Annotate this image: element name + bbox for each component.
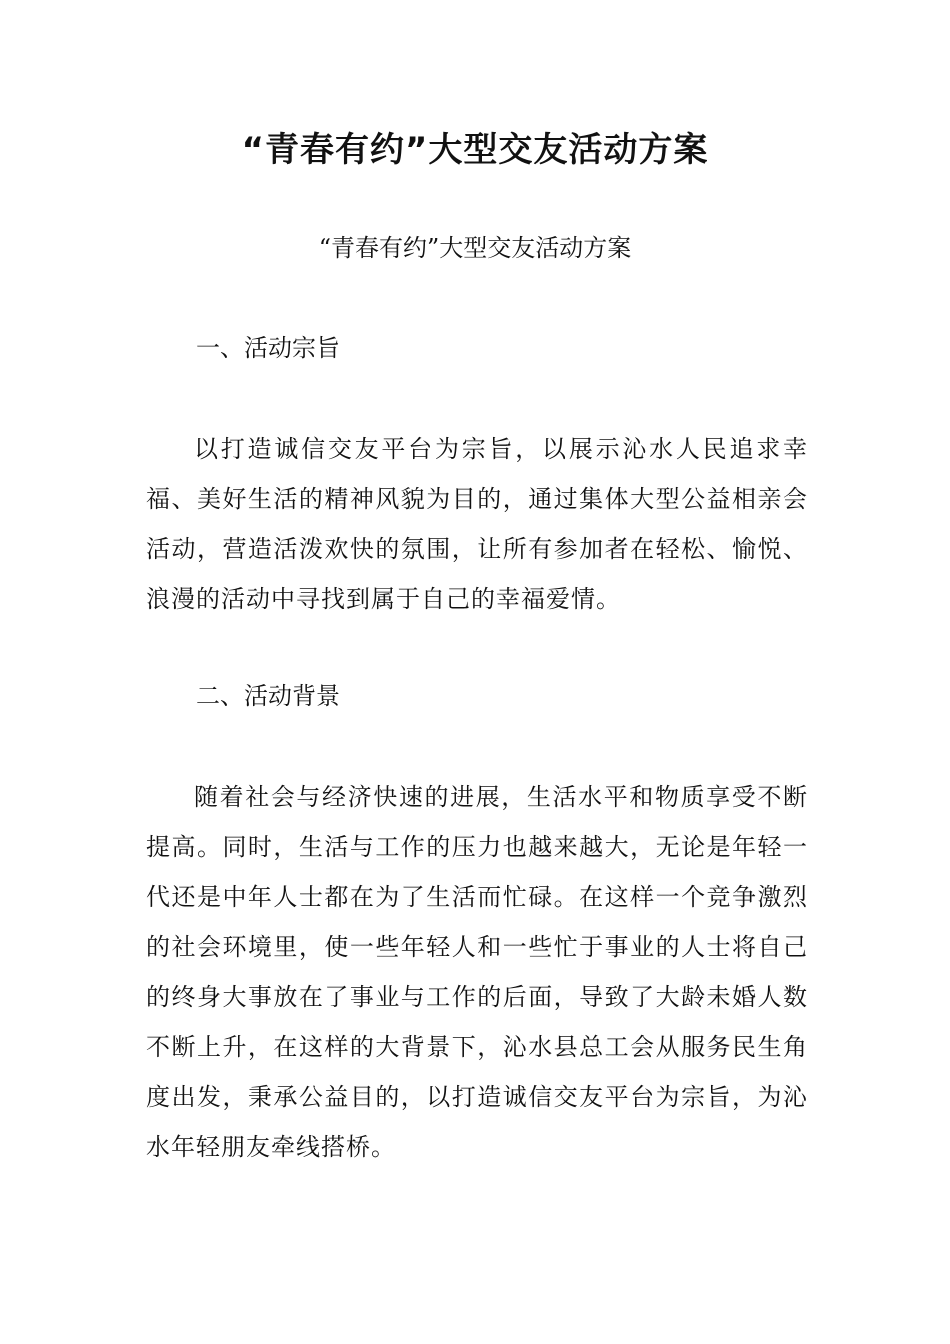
- section-heading-purpose: 一、活动宗旨: [196, 334, 340, 362]
- document-subtitle: “青春有约”大型交友活动方案: [318, 234, 632, 262]
- section-heading-background: 二、活动背景: [196, 682, 340, 710]
- section-body-background: 随着社会与经济快速的进展，生活水平和物质享受不断提高。同时，生活与工作的压力也越来越大，无论是年轻一代还是中年人士都在为了生活而忙碌。在这样一个竞争激烈的社会环境里，使一些年轻人和一些忙于事业的人士将自己的终身大事放在了事业与工作的后面，导致了大龄未婚人数不断上升，在这样的大背景下，沁水县总工会从服务民生角度出发，秉承公益目的，以打造诚信交友平台为宗旨，为沁水年轻朋友牵线搭桥。: [146, 783, 808, 1161]
- section-body-purpose: 以打造诚信交友平台为宗旨，以展示沁水人民追求幸福、美好生活的精神风貌为目的，通过集体大型公益相亲会活动，营造活泼欢快的氛围，让所有参加者在轻松、愉悦、浪漫的活动中寻找到属于自己的幸福爱情。: [146, 435, 808, 613]
- document-title: “青春有约”大型交友活动方案: [241, 130, 709, 170]
